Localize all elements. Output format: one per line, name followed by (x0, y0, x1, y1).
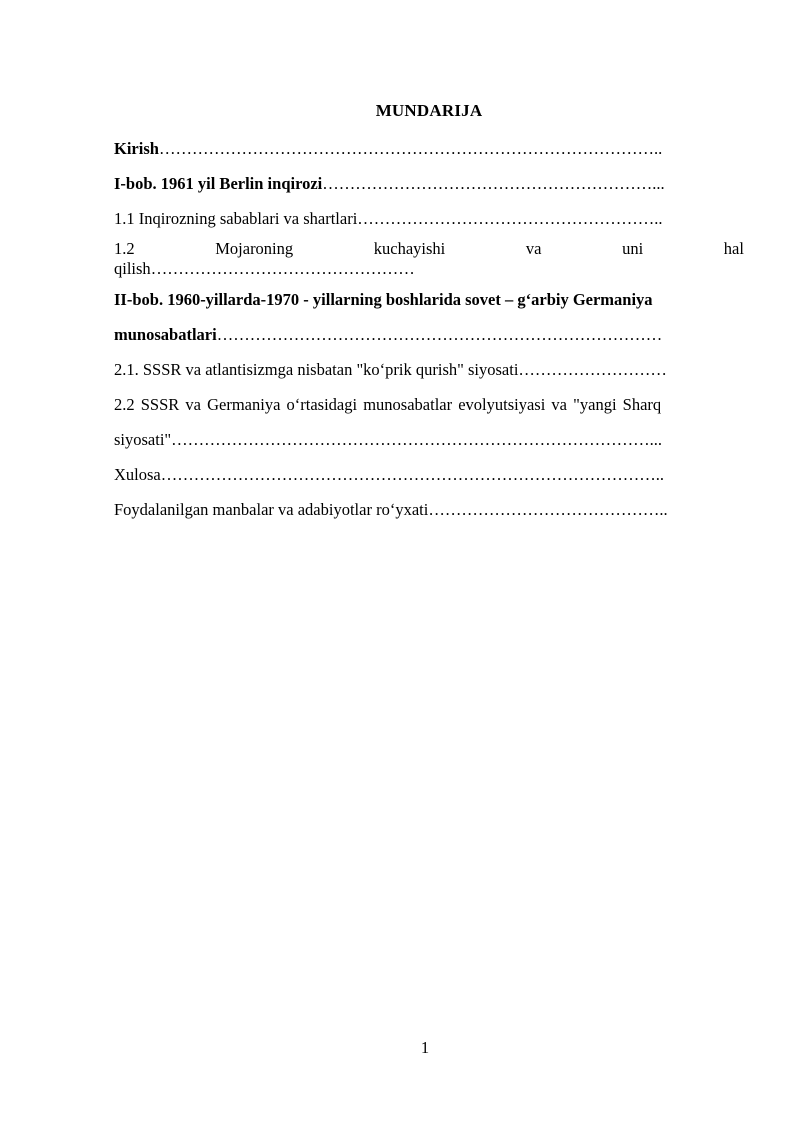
toc-entry-label: Xulosa (114, 465, 161, 484)
toc-word: uni (622, 239, 644, 258)
table-of-contents (114, 134, 744, 530)
toc-entry-label: siyosati" (114, 430, 172, 449)
toc-entry-label: munosabatlari (114, 325, 217, 344)
toc-word: Mojaroning (215, 239, 294, 258)
toc-word: va (525, 239, 542, 258)
toc-word: 1.2 (114, 239, 135, 258)
page-number: 1 (420, 1038, 430, 1057)
toc-leader-dots: ……………………… (518, 360, 667, 379)
toc-entry-label: 1.1 Inqirozning sabablari va shartlari (114, 209, 358, 228)
toc-entry-kirish (114, 134, 744, 164)
toc-leader-dots: ……………………………………………………………………………... (171, 430, 663, 449)
toc-entry-continuation (114, 425, 744, 455)
toc-leader-dots: ……………………………………………………... (322, 174, 665, 193)
toc-entry-label: Kirish (114, 139, 159, 158)
toc-entry-label: II-bob. 1960-yillarda-1970 - yillarning boshlarida sovet – g‘arbiy Germaniya (114, 290, 653, 309)
toc-leader-dots: ……………………………………………………………………………….. (160, 465, 664, 484)
toc-entry-continuation (114, 320, 744, 350)
toc-word: hal (723, 239, 744, 258)
toc-entry-label: qilish (114, 259, 151, 278)
toc-entry-1-2 (114, 239, 744, 279)
toc-entry-label: 2.2 SSSR va Germaniya o‘rtasidagi munosabatlar evolyutsiyasi va "yangi Sharq (114, 395, 662, 414)
toc-entry-chapter-2 (114, 285, 744, 350)
toc-entry-chapter-1 (114, 169, 744, 199)
toc-leader-dots: ……………………………………………………………………… (216, 325, 663, 344)
toc-entry-continuation (114, 259, 744, 279)
toc-leader-dots: ……………………………………………………………………………….. (158, 139, 663, 158)
toc-entry-references (114, 495, 744, 525)
toc-leader-dots: …………………………………….. (428, 500, 668, 519)
toc-leader-dots: ……………………………………………….. (357, 209, 663, 228)
toc-entry-justified-line (114, 239, 744, 259)
toc-entry-1-1 (114, 204, 744, 234)
toc-entry-xulosa (114, 460, 744, 490)
toc-word: kuchayishi (373, 239, 446, 258)
toc-entry-label: Foydalanilgan manbalar va adabiyotlar ro‘yxati (114, 500, 429, 519)
toc-entry-2-1 (114, 355, 744, 385)
toc-entry-label: I-bob. 1961 yil Berlin inqirozi (114, 174, 323, 193)
toc-entry-label: 2.1. SSSR va atlantisizmga nisbatan "ko‘prik qurish" siyosati (114, 360, 519, 379)
toc-entry-2-2 (114, 390, 744, 455)
page-title: MUNDARIJA (375, 101, 483, 120)
toc-leader-dots: ………………………………………… (150, 259, 415, 278)
